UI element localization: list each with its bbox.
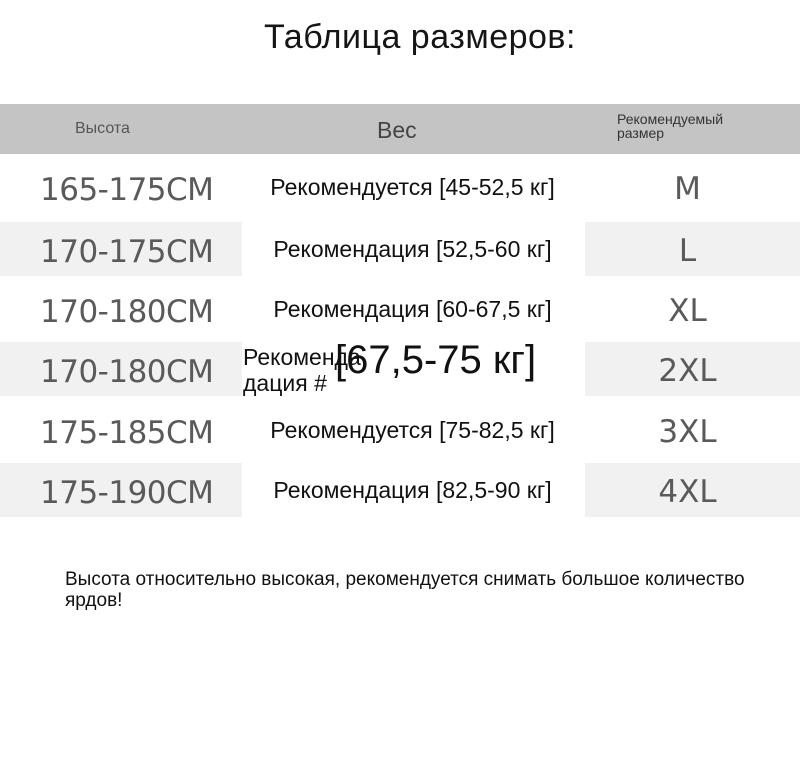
weight-cell: Рекомендация [52,5-60 кг] (273, 236, 552, 262)
height-cell: 175-185CM (40, 415, 214, 451)
table-row (0, 282, 800, 336)
weight-cell: Рекомендация [82,5-90 кг] (273, 477, 552, 503)
height-cell: 170-180CM (40, 294, 214, 330)
weight-cell (243, 338, 537, 396)
weight-cell: Рекомендуется [45-52,5 кг] (270, 174, 555, 200)
size-cell: 4XL (658, 474, 717, 510)
size-cell: M (674, 171, 701, 207)
size-cell: XL (668, 293, 707, 329)
table-row (0, 222, 800, 276)
size-cell: 3XL (658, 414, 717, 450)
size-cell: 2XL (658, 353, 717, 389)
header-height: Высота (75, 120, 130, 137)
height-cell: 175-190CM (40, 475, 214, 511)
table-row (0, 403, 800, 457)
height-cell: 170-175CM (40, 234, 214, 270)
height-cell: 170-180CM (40, 354, 214, 390)
weight-cell: Рекомендация [60-67,5 кг] (273, 296, 552, 322)
header-size: Рекомендуемый размер (617, 111, 724, 141)
header-weight: Вес (377, 117, 417, 143)
table-row (0, 160, 800, 214)
weight-prefix: Рекоменда дация # (243, 344, 361, 396)
page-title: Таблица размеров: (264, 18, 576, 56)
weight-cell: Рекомендуется [75-82,5 кг] (270, 417, 555, 443)
weight-range: [67,5-75 кг] (335, 338, 537, 382)
table-row (0, 463, 800, 517)
size-cell: L (678, 233, 697, 269)
height-cell: 165-175CM (40, 172, 214, 208)
footnote: Высота относительно высокая, рекомендуется снимать большое количество ярдов! (65, 569, 745, 611)
